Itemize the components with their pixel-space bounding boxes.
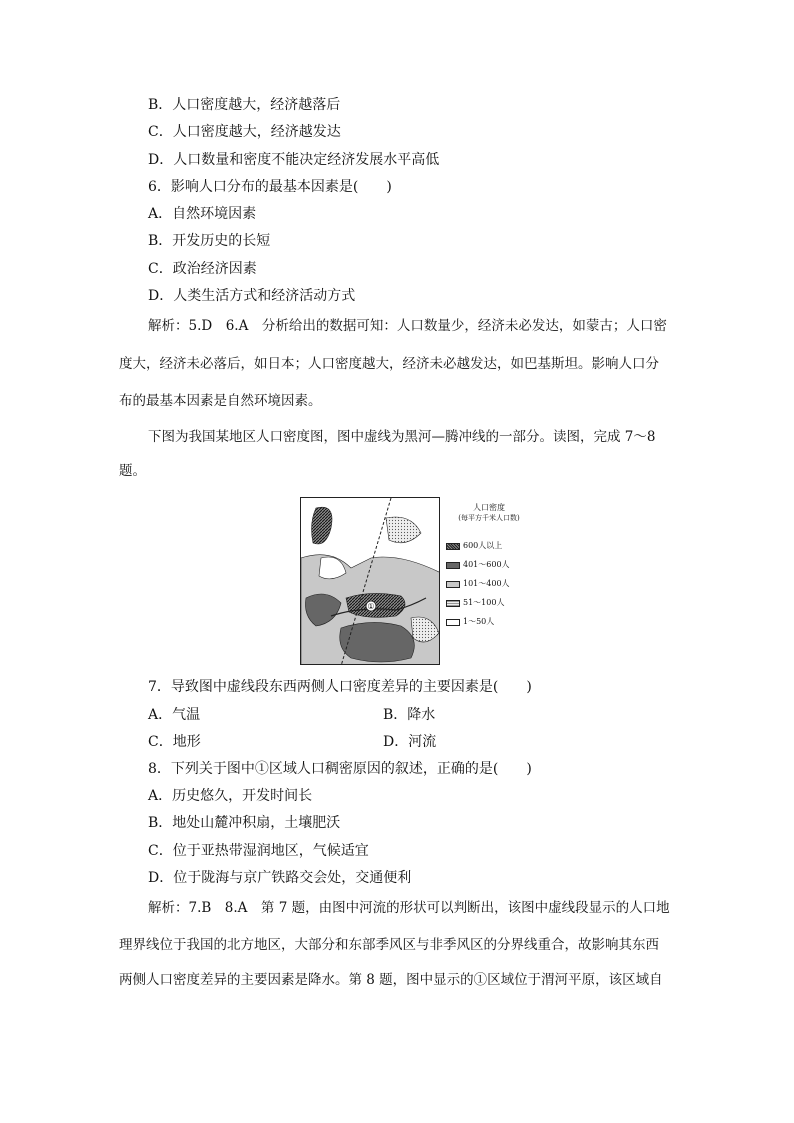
q6-stem: 6．影响人口分布的最基本因素是( ): [148, 179, 392, 195]
legend-label-51: 51～100人: [463, 598, 505, 607]
q7-option-b: B．降水: [383, 707, 436, 723]
legend-label-1: 1～50人: [463, 617, 495, 626]
q6-option-a: A．自然环境因素: [148, 206, 257, 222]
analysis-5-6-line1: 解析：5.D 6.A 分析给出的数据可知：人口数量少，经济未必发达，如蒙古；人口密: [148, 318, 667, 334]
region-marker: ①: [367, 602, 375, 611]
legend-swatch-600: [446, 543, 460, 550]
legend-swatch-51: [446, 600, 460, 607]
analysis-7-8-line1: 解析：7.B 8.A 第 7 题，由图中河流的形状可以判断出，该图中虚线段显示的人口地: [148, 900, 670, 916]
map-region-very-dense-north: [312, 507, 332, 544]
map-graphic: [301, 498, 440, 665]
q5-option-b: B．人口密度越大，经济越落后: [148, 97, 341, 113]
q7-stem: 7．导致图中虚线段东西两侧人口密度差异的主要因素是( ): [148, 679, 532, 695]
q5-option-d: D．人口数量和密度不能决定经济发展水平高低: [148, 152, 440, 168]
legend-label-101: 101～400人: [463, 579, 510, 588]
analysis-5-6-line3: 布的最基本因素是自然环境因素。: [119, 393, 322, 409]
map-legend: [446, 503, 532, 626]
q5-option-c: C．人口密度越大，经济越发达: [148, 124, 341, 140]
q6-option-d: D．人类生活方式和经济活动方式: [148, 288, 356, 304]
q8-stem: 8．下列关于图中①区域人口稠密原因的叙述，正确的是( ): [148, 761, 532, 777]
q6-option-b: B．开发历史的长短: [148, 233, 271, 249]
legend-item-51: [446, 598, 504, 608]
legend-item-401: [446, 560, 510, 570]
legend-swatch-101: [446, 581, 460, 588]
legend-swatch-1: [446, 619, 460, 626]
legend-item-101: [446, 579, 510, 589]
population-density-map: [300, 497, 532, 665]
legend-label-600: 600人以上: [463, 541, 503, 550]
legend-item-1: [446, 617, 494, 627]
map-frame: [300, 497, 440, 665]
analysis-5-6-line2: 度大，经济未必落后，如日本；人口密度越大，经济未必越发达，如巴基斯坦。影响人口分: [119, 356, 659, 372]
intro-line2: 题。: [119, 463, 146, 479]
map-region-sparse-north: [386, 517, 421, 543]
legend-title: 人口密度: [473, 503, 505, 512]
analysis-7-8-line3: 两侧人口密度差异的主要因素是降水。第 8 题，图中显示的①区域位于渭河平原，该区域自: [119, 972, 663, 988]
map-region-least: [319, 557, 346, 579]
q8-option-b: B．地处山麓冲积扇，土壤肥沃: [148, 815, 341, 831]
legend-item-600: [446, 541, 502, 551]
analysis-7-8-line2: 理界线位于我国的北方地区，大部分和东部季风区与非季风区的分界线重合，故影响其东西: [119, 937, 659, 953]
q8-option-c: C．位于亚热带湿润地区，气候适宜: [148, 843, 369, 859]
q6-option-c: C．政治经济因素: [148, 261, 257, 277]
q8-option-d: D．位于陇海与京广铁路交会处，交通便利: [148, 870, 412, 886]
legend-swatch-401: [446, 562, 460, 569]
intro-line1: 下图为我国某地区人口密度图，图中虚线为黑河—腾冲线的一部分。读图，完成 7～8: [148, 429, 656, 445]
q7-option-d: D．河流: [383, 734, 437, 750]
q7-option-c: C．地形: [148, 734, 201, 750]
legend-subtitle: (每平方千米人口数): [458, 514, 520, 522]
q8-option-a: A．历史悠久，开发时间长: [148, 788, 313, 804]
map-region-dense-south: [340, 622, 415, 662]
q7-option-a: A．气温: [148, 707, 201, 723]
legend-label-401: 401～600人: [463, 560, 510, 569]
